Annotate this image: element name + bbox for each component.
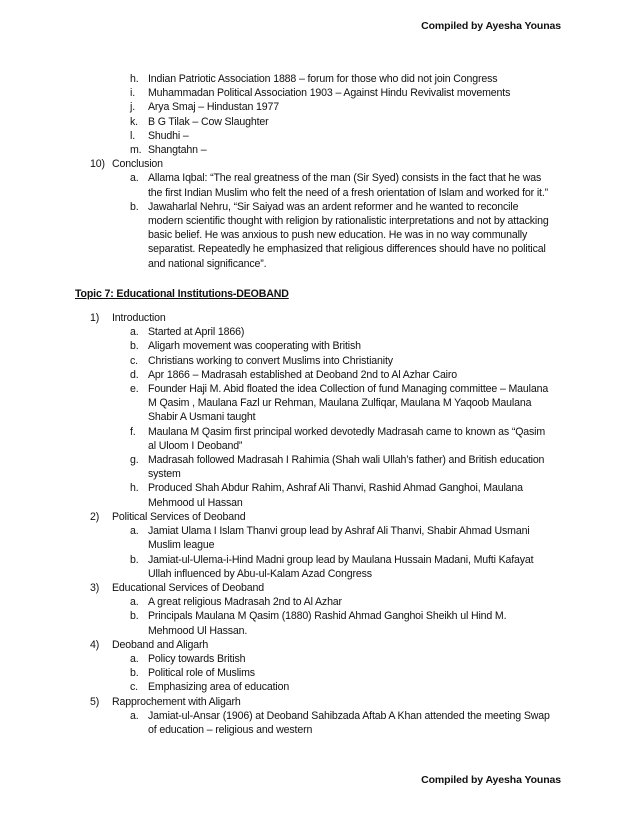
- list-marker: b.: [130, 200, 139, 213]
- list-text: Political role of Muslims: [148, 667, 255, 680]
- list-marker: c.: [130, 354, 138, 367]
- section-political-services: [0, 510, 638, 524]
- list-item-j: [0, 100, 638, 114]
- list-item-3a: [0, 595, 638, 609]
- list-marker: b.: [130, 340, 139, 353]
- list-text: Produced Shah Abdur Rahim, Ashraf Ali Thanvi, Rashid Ahmad Ganghoi, Maulana Mehmood ul Hassan: [148, 482, 523, 509]
- list-marker: b.: [130, 667, 139, 680]
- list-item-5a: [0, 709, 638, 737]
- list-marker: j.: [130, 101, 135, 114]
- page-footer: Compiled by Ayesha Younas: [421, 774, 561, 786]
- list-text: Indian Patriotic Association 1888 – forum for those who did not join Congress: [148, 73, 498, 85]
- list-marker: a.: [130, 326, 139, 339]
- list-text: Policy towards British: [148, 652, 246, 665]
- list-text: Aligarh movement was cooperating with British: [148, 340, 361, 353]
- section-deoband-and-aligarh: [0, 638, 638, 652]
- list-item-h: [0, 72, 638, 86]
- list-marker: f.: [130, 425, 136, 438]
- section-number: 2): [90, 510, 100, 523]
- section-number: 4): [90, 638, 100, 651]
- list-marker: d.: [130, 368, 139, 381]
- list-item-4a: [0, 652, 638, 666]
- section-rapprochement: [0, 695, 638, 709]
- list-item-conclusion-b: [0, 200, 638, 271]
- spacer: [0, 301, 638, 311]
- section-introduction: [0, 311, 638, 325]
- list-text: Shangtahn –: [148, 144, 207, 157]
- list-item-l: [0, 129, 638, 143]
- list-text: B G Tilak – Cow Slaughter: [148, 115, 269, 128]
- section-number: 5): [90, 695, 100, 708]
- list-text: Emphasizing area of education: [148, 681, 290, 694]
- list-item-1g: [0, 453, 638, 481]
- list-item-i: [0, 86, 638, 100]
- list-text: Jamiat Ulama I Islam Thanvi group lead by Ashraf Ali Thanvi, Shabir Ahmad Usmani Muslim league: [148, 525, 530, 552]
- list-marker: a.: [130, 596, 139, 609]
- section-educational-services: [0, 581, 638, 595]
- list-text: Maulana M Qasim first principal worked devotedly Madrasah came to known as “Qasim al Uloom I Deoband”: [148, 425, 546, 452]
- section-number: 10): [90, 158, 105, 171]
- section-number: 1): [90, 312, 100, 325]
- list-text: Shudhi –: [148, 129, 189, 142]
- topic-heading: Topic 7: Educational Institutions-DEOBAND: [75, 287, 289, 300]
- list-marker: a.: [130, 709, 139, 722]
- list-marker: b.: [130, 553, 139, 566]
- list-item-1c: [0, 354, 638, 368]
- list-marker: a.: [130, 652, 139, 665]
- list-marker: i.: [130, 87, 135, 100]
- list-text: Jamiat-ul-Ulema-i-Hind Madni group lead by Maulana Hussain Madani, Mufti Kafayat Ullah influenced by Abu-ul-Kalam Azad Congress: [148, 553, 534, 580]
- list-marker: a.: [130, 525, 139, 538]
- list-item-1f: [0, 425, 638, 453]
- list-text: Arya Smaj – Hindustan 1977: [148, 101, 279, 114]
- list-marker: c.: [130, 681, 138, 694]
- list-text: Allama Iqbal: “The real greatness of the man (Sir Syed) consists in the fact that he was the first Indian Muslim who felt the need of a fresh orientation of Islam and worked for it.”: [148, 172, 548, 199]
- list-item-conclusion-a: [0, 171, 638, 199]
- section-title: Deoband and Aligarh: [112, 638, 209, 651]
- list-marker: l.: [130, 129, 135, 142]
- list-text: Principals Maulana M Qasim (1880) Rashid Ahmad Ganghoi Sheikh ul Hind M. Mehmood Ul Hassan.: [148, 610, 507, 637]
- spacer: [0, 271, 638, 287]
- list-text: Apr 1866 – Madrasah established at Deoband 2nd to Al Azhar Cairo: [148, 368, 458, 381]
- list-marker: m.: [130, 144, 142, 157]
- section-number: 3): [90, 581, 100, 594]
- list-marker: h.: [130, 482, 139, 495]
- list-text: Madrasah followed Madrasah I Rahimia (Shah wali Ullah’s father) and British education system: [148, 454, 545, 481]
- section-title: Educational Services of Deoband: [112, 581, 265, 594]
- section-title: Rapprochement with Aligarh: [112, 695, 241, 708]
- section-title: Political Services of Deoband: [112, 510, 246, 523]
- list-marker: g.: [130, 454, 139, 467]
- list-marker: a.: [130, 172, 139, 185]
- document-body: [0, 72, 638, 737]
- section-title: Conclusion: [112, 158, 163, 171]
- list-item-1d: [0, 368, 638, 382]
- list-marker: b.: [130, 610, 139, 623]
- list-item-m: [0, 143, 638, 157]
- section-conclusion: [0, 157, 638, 171]
- list-item-1e: [0, 382, 638, 425]
- list-text: Christians working to convert Muslims into Christianity: [148, 354, 393, 367]
- list-item-4b: [0, 666, 638, 680]
- section-title: Introduction: [112, 312, 166, 325]
- list-text: Started at April 1866): [148, 326, 245, 339]
- list-item-1a: [0, 325, 638, 339]
- list-marker: e.: [130, 383, 139, 396]
- list-item-2b: [0, 553, 638, 581]
- list-item-1b: [0, 339, 638, 353]
- page-header: Compiled by Ayesha Younas: [421, 20, 561, 32]
- list-item-3b: [0, 609, 638, 637]
- list-item-2a: [0, 524, 638, 552]
- list-marker: k.: [130, 115, 138, 128]
- list-text: Jamiat-ul-Ansar (1906) at Deoband Sahibzada Aftab A Khan attended the meeting Swap of education – religious and western: [148, 709, 550, 736]
- list-item-k: [0, 115, 638, 129]
- list-text: Muhammadan Political Association 1903 – Against Hindu Revivalist movements: [148, 87, 511, 100]
- list-text: A great religious Madrasah 2nd to Al Azhar: [148, 596, 342, 609]
- list-item-4c: [0, 680, 638, 694]
- list-text: Jawaharlal Nehru, “Sir Saiyad was an ardent reformer and he wanted to reconcile modern scientific thought with religion by rationalistic interpretations and not by attacking basic belief. He was anxious to push new education. He was in no way communally separatist. Repeatedly he emphasized that religious differences should have no political and national significance”.: [148, 200, 549, 270]
- list-item-1h: [0, 481, 638, 509]
- list-text: Founder Haji M. Abid floated the idea Collection of fund Managing committee – Maulana M Qasim , Maulana Fazl ur Rehman, Maulana Zulfiqar, Maulana M Yaqoob Maulana Shabir A Usmani taught: [148, 383, 549, 424]
- list-marker: h.: [130, 73, 139, 85]
